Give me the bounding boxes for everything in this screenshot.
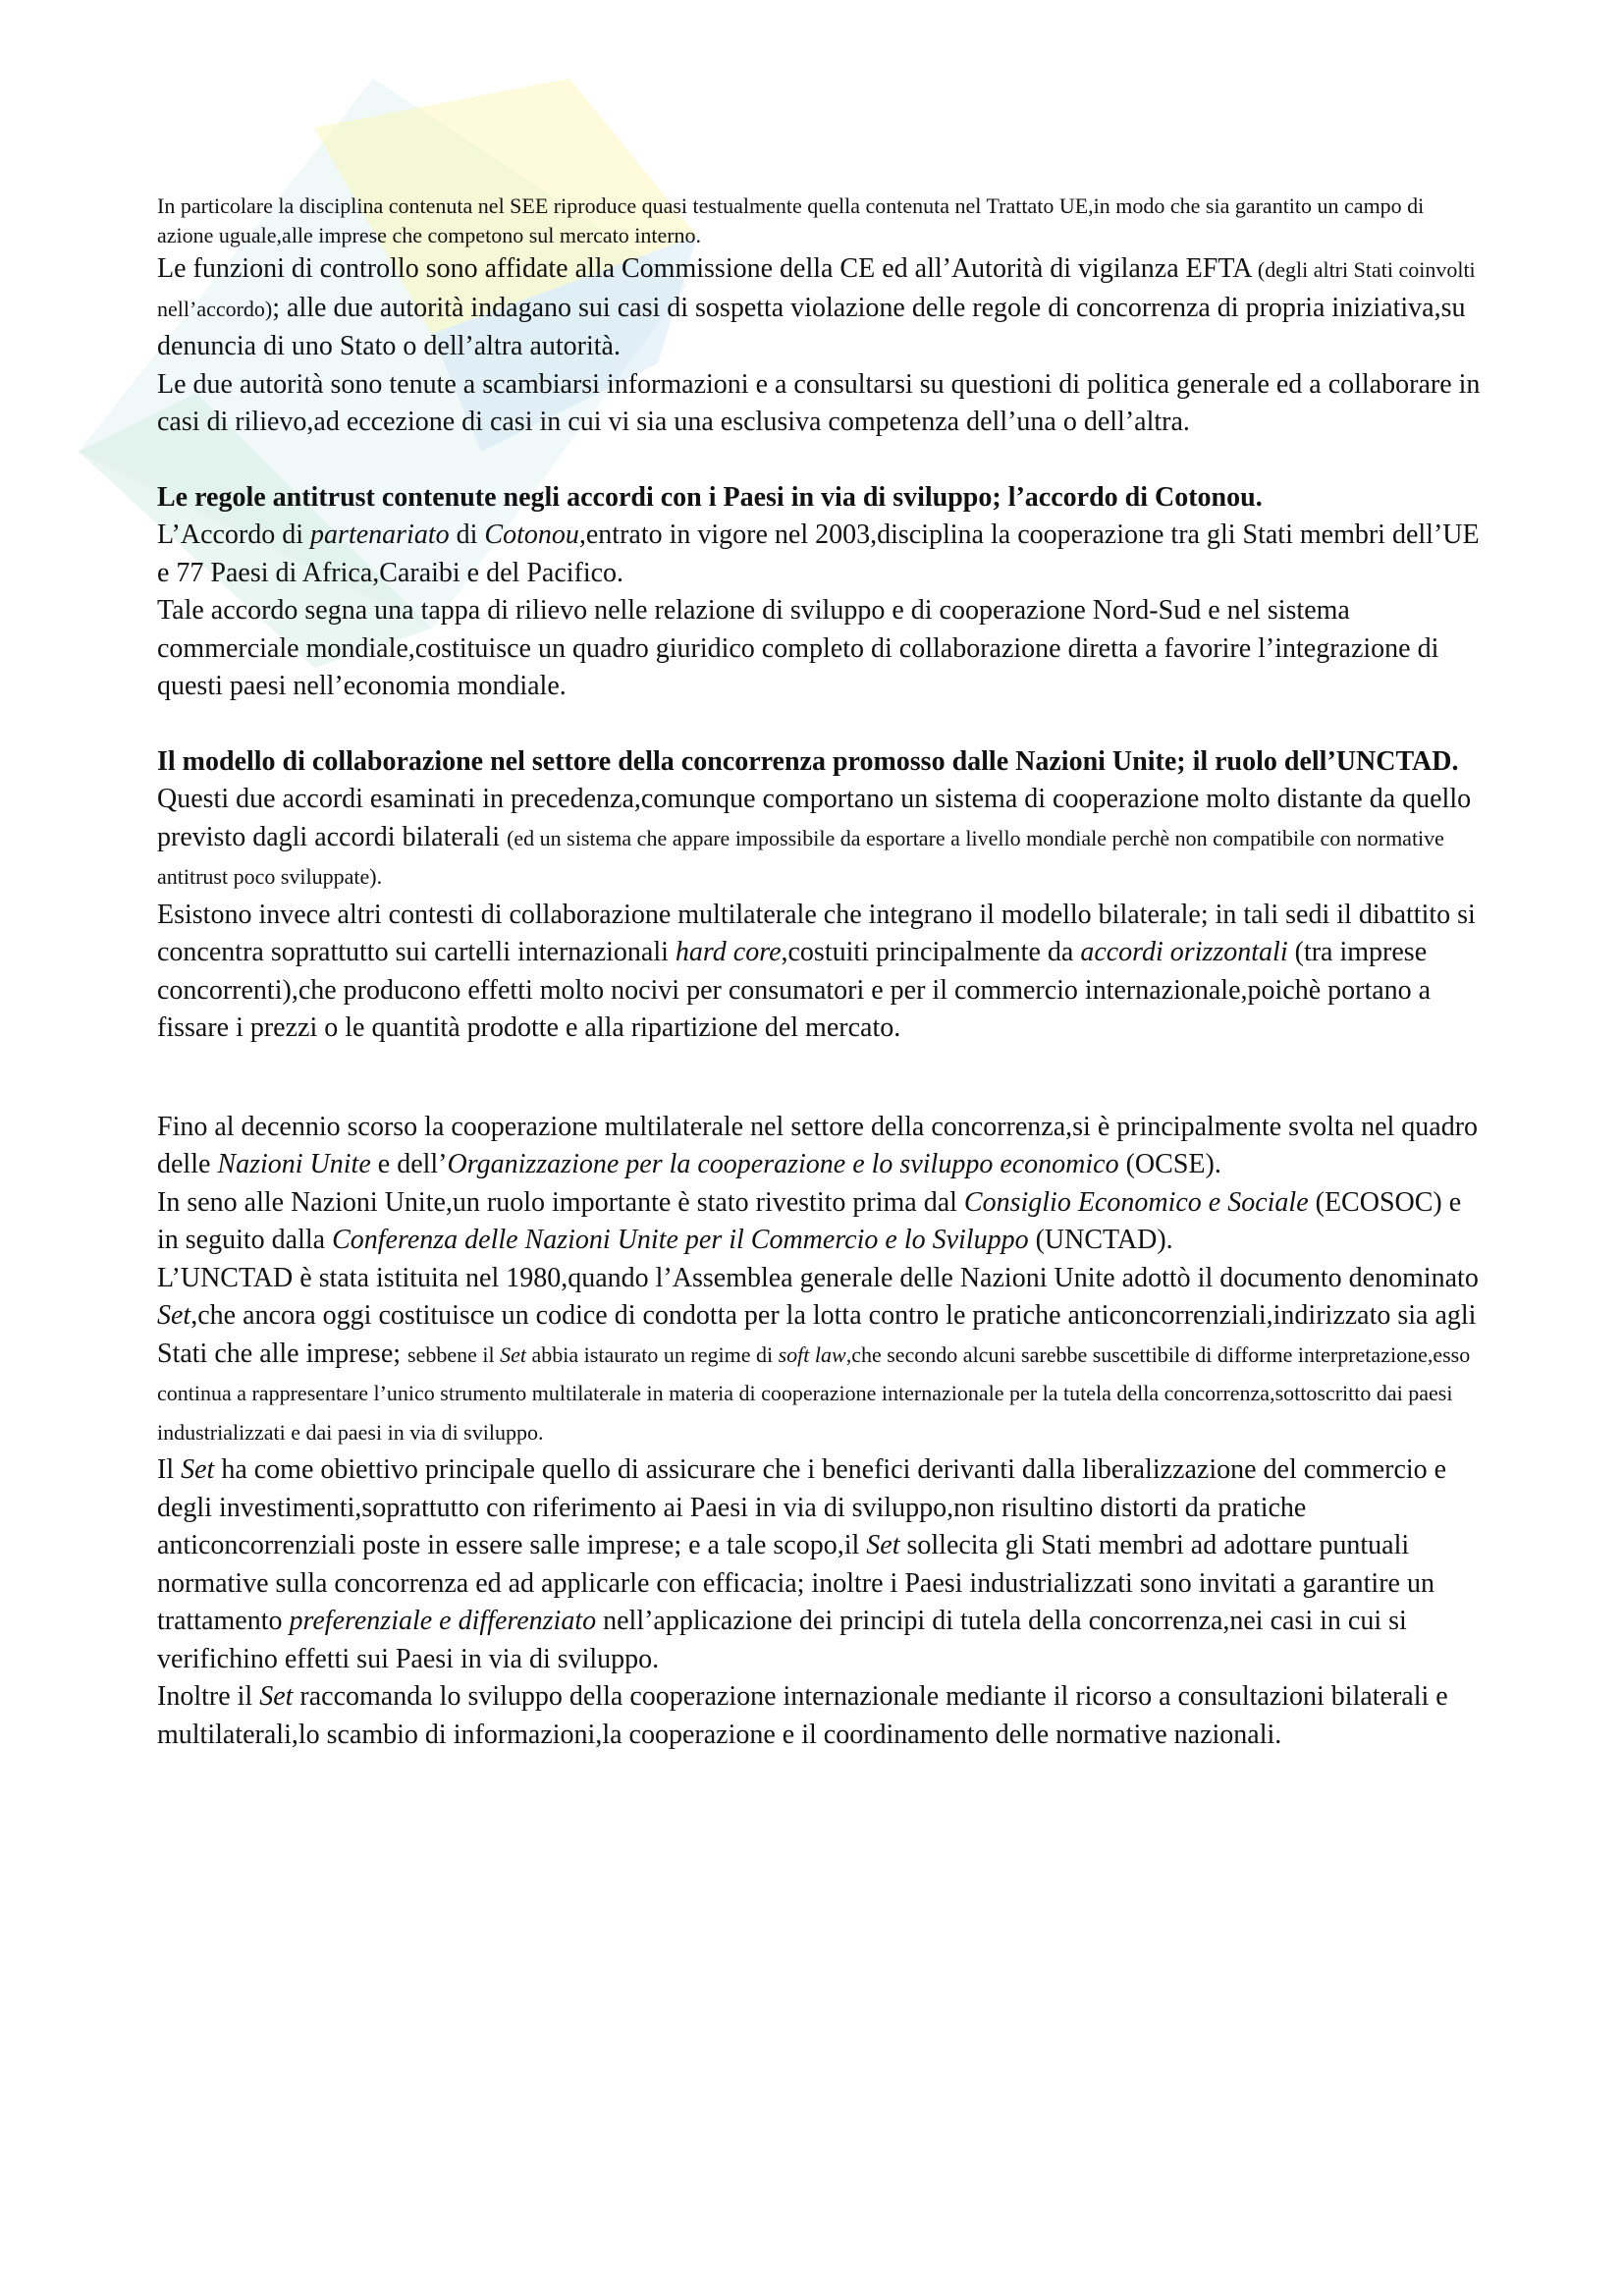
- paragraph-tappa: Tale accordo segna una tappa di rilievo nelle relazione di sviluppo e di cooperazione Nord-Sud e nel sistema commerciale mondiale,costituisce un quadro giuridico completo di collaborazione diretta a favorire l’integrazione di questi paesi nell’economia mondiale.: [157, 595, 1439, 701]
- paragraph-accordi: Questi due accordi esaminati in precedenza,comunque comportano un sistema di cooperazione molto distante da quello previsto dagli accordi bilaterali (ed un sistema che appare impossibile da esportare a livello mondiale perchè non compatibile con normative antitrust poco sviluppate).: [157, 784, 1472, 889]
- paragraph-obiettivo: Il Set ha come obiettivo principale quello di assicurare che i benefici derivanti dalla liberalizzazione del commercio e degli investimenti,soprattutto con riferimento ai Paesi in via di sviluppo,non risultino distorti da pratiche anticoncorrenziali poste in essere salle imprese; e a tale scopo,il Set sollecita gli Stati membri ad adottare puntuali normative sulla concorrenza ed ad applicarle con efficacia; inoltre i Paesi industrializzati sono invitati a garantire un trattamento preferenziale e differenziato nell’applicazione dei principi di tutela della concorrenza,nei casi in cui si verifichino effetti sui Paesi in via di sviluppo.: [157, 1454, 1447, 1674]
- heading-cotonou: Le regole antitrust contenute negli accordi con i Paesi in via di sviluppo; l’accordo di Cotonou.: [157, 481, 1263, 513]
- paragraph-multilaterale: Esistono invece altri contesti di collaborazione multilaterale che integrano il modello bilaterale; in tali sedi il dibattito si concentra soprattutto sui cartelli internazionali hard core,costuiti principalmente da accordi orizzontali (tra imprese concorrenti),che producono effetti molto nocivi per consumatori e per il commercio internazionale,poichè portano a fissare i prezzi o le quantità prodotte e alla ripartizione del mercato.: [157, 899, 1476, 1043]
- paragraph-set: L’UNCTAD è stata istituita nel 1980,quando l’Assemblea generale delle Nazioni Unite adottò il documento denominato Set,che ancora oggi costituisce un codice di condotta per la lotta contro le pratiche anticoncorrenziali,indirizzato sia agli Stati che alle imprese; sebbene il Set abbia istaurato un regime di soft law,che secondo alcuni sarebbe suscettibile di difforme interpretazione,esso continua a rappresentare l’unico strumento multilaterale in materia di cooperazione internazionale per la tutela della concorrenza,sottoscritto dai paesi industrializzati e dai paesi in via di sviluppo.: [157, 1262, 1479, 1445]
- paragraph-raccomanda: Inoltre il Set raccomanda lo sviluppo della cooperazione internazionale mediante il ricorso a consultazioni bilaterali e multilaterali,lo scambio di informazioni,la cooperazione e il coordinamento delle normative nazionali.: [157, 1681, 1448, 1750]
- paragraph-autorita: Le due autorità sono tenute a scambiarsi informazioni e a consultarsi su questioni di politica generale ed a collaborare in casi di rilievo,ad eccezione di casi in cui vi sia una esclusiva competenza dell’una o dell’altra.: [157, 368, 1481, 437]
- heading-unctad: Il modello di collaborazione nel settore della concorrenza promosso dalle Nazioni Unite; il ruolo dell’UNCTAD.: [157, 745, 1459, 777]
- document-page: [157, 191, 1483, 1754]
- paragraph-decennio: Fino al decennio scorso la cooperazione multilaterale nel settore della concorrenza,si è principalmente svolta nel quadro delle Nazioni Unite e dell’Organizzazione per la cooperazione e lo sviluppo economico (OCSE).: [157, 1111, 1479, 1179]
- paragraph-partenariato: L’Accordo di partenariato di Cotonou,entrato in vigore nel 2003,disciplina la cooperazione tra gli Stati membri dell’UE e 77 Paesi di Africa,Caraibi e del Pacifico.: [157, 519, 1480, 588]
- paragraph-see: In particolare la disciplina contenuta nel SEE riproduce quasi testualmente quella contenuta nel Trattato UE,in modo che sia garantito un campo di azione uguale,alle imprese che competono sul mercato interno.: [157, 193, 1425, 247]
- paragraph-controllo: Le funzioni di controllo sono affidate alla Commissione della CE ed all’Autorità di vigilanza EFTA (degli altri Stati coinvolti nell’accordo); alle due autorità indagano sui casi di sospetta violazione delle regole di concorrenza di propria iniziativa,su denuncia di uno Stato o dell’altra autorità.: [157, 253, 1476, 361]
- paragraph-ecosoc: In seno alle Nazioni Unite,un ruolo importante è stato rivestito prima dal Consiglio Economico e Sociale (ECOSOC) e in seguito dalla Conferenza delle Nazioni Unite per il Commercio e lo Sviluppo (UNCTAD).: [157, 1186, 1462, 1255]
